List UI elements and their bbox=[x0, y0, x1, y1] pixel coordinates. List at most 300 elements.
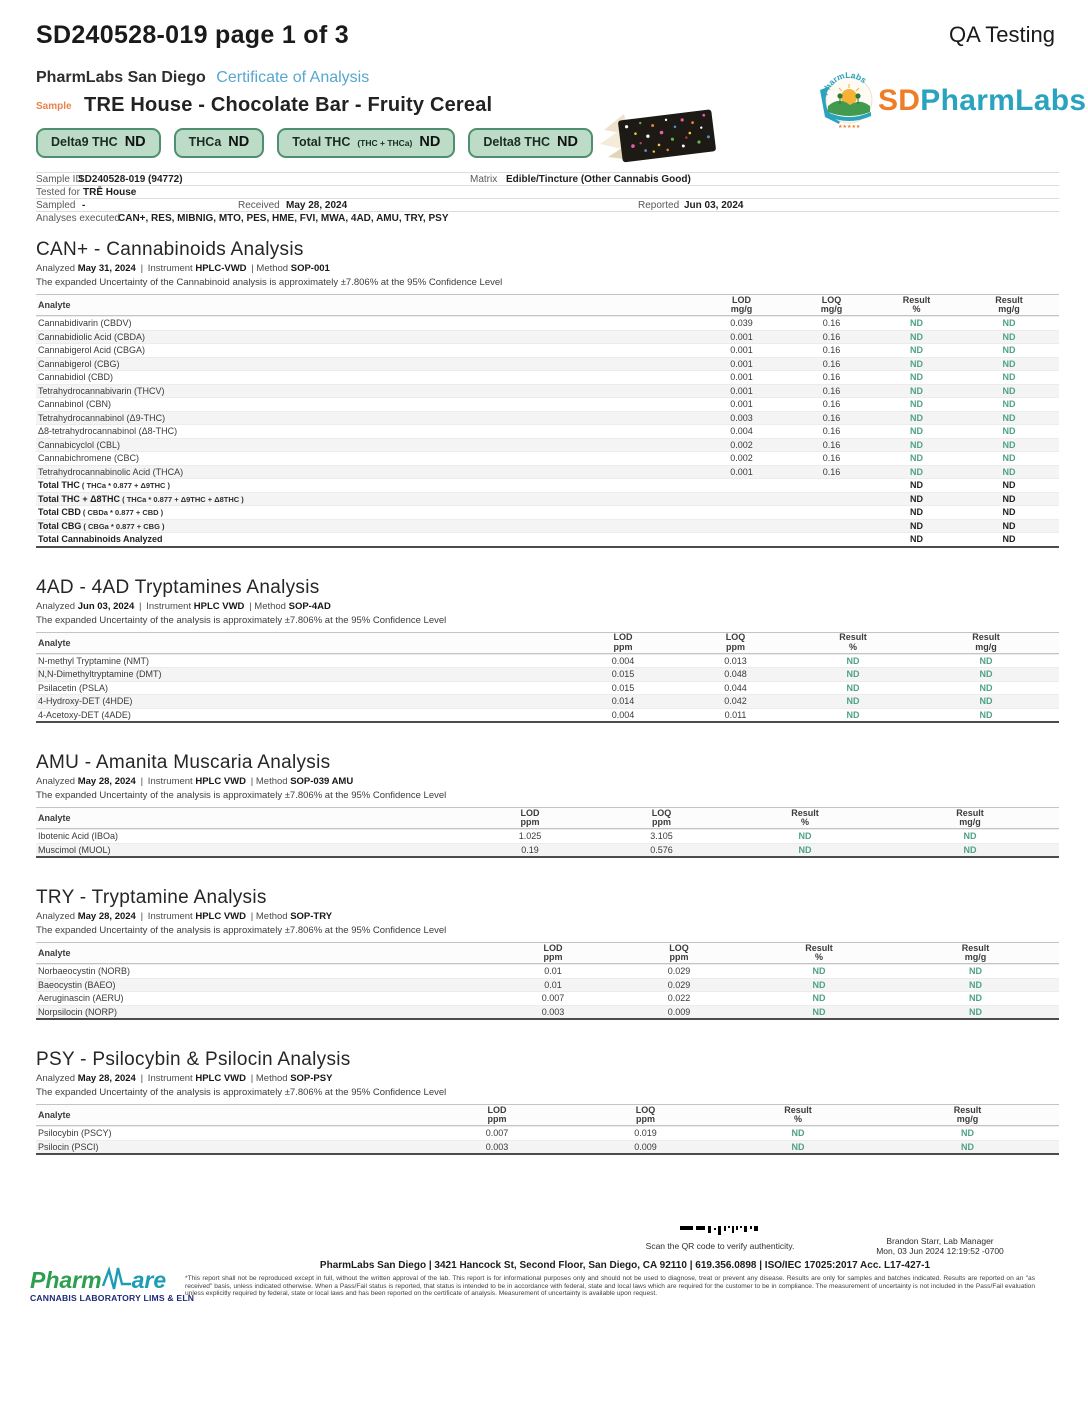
analyte-name-cell bbox=[36, 1007, 494, 1017]
analyzed-date: May 31, 2024 bbox=[77, 263, 136, 274]
meta-sep: | Method bbox=[246, 776, 291, 787]
result-pct-cell: ND bbox=[910, 534, 923, 545]
result-mgg-cell: ND bbox=[979, 655, 993, 666]
sample-label: Sample bbox=[36, 101, 72, 112]
analyte-name-cell bbox=[36, 453, 694, 463]
column-header-label: LOD bbox=[732, 294, 751, 305]
analyte-name: Δ8-tetrahydrocannabinol (Δ8-THC) bbox=[38, 426, 178, 437]
result-pct-cell: ND bbox=[846, 669, 860, 680]
pulse-line-icon bbox=[102, 1266, 132, 1292]
result-pct-cell: ND bbox=[812, 966, 826, 977]
analyte-name-cell bbox=[36, 318, 694, 328]
loq-cell: 0.019 bbox=[634, 1128, 657, 1139]
column-header-label: Result bbox=[902, 294, 931, 305]
loq-cell: 0.16 bbox=[822, 412, 841, 423]
uncertainty-note: The expanded Uncertainty of the analysis is approximately ±7.806% at the 95% Confidence Level bbox=[36, 925, 447, 936]
analyte-name: Baeocystin (BAEO) bbox=[38, 979, 116, 990]
table-header-row bbox=[36, 294, 1059, 316]
analyte-name-cell bbox=[36, 845, 466, 855]
column-header-label: Result bbox=[956, 807, 984, 818]
badge-value: ND bbox=[419, 134, 441, 150]
result-mgg-cell: ND bbox=[961, 1128, 974, 1139]
loq-cell: 0.013 bbox=[724, 655, 747, 666]
column-header bbox=[881, 809, 1059, 828]
analyzed-label: Analyzed bbox=[36, 776, 78, 787]
analyte-formula: ( CBGa * 0.877 + CBG ) bbox=[81, 521, 165, 531]
meta-sep: | Instrument bbox=[135, 1073, 196, 1084]
analyte-name: N,N-Dimethyltryptamine (DMT) bbox=[38, 669, 162, 680]
column-header-label: LOQ bbox=[821, 294, 842, 305]
loq-cell: 0.16 bbox=[822, 372, 841, 383]
analyzed-date: Jun 03, 2024 bbox=[77, 600, 135, 612]
result-mgg-cell: ND bbox=[1002, 426, 1016, 437]
analyzed-label: Analyzed bbox=[36, 1073, 78, 1084]
svg-text:PharmLabs: PharmLabs bbox=[819, 70, 869, 97]
analyte-name: Psilocybin (PSCY) bbox=[38, 1128, 112, 1139]
method-value: SOP-039 AMU bbox=[290, 776, 354, 787]
result-pct-cell: ND bbox=[910, 466, 923, 477]
lod-cell: 0.014 bbox=[611, 696, 635, 707]
result-pct-cell: ND bbox=[910, 439, 923, 450]
sample-id-label: Sample ID bbox=[36, 174, 83, 185]
column-header-unit: mg/g bbox=[964, 952, 987, 962]
loq-cell: 0.16 bbox=[822, 331, 841, 342]
lab-name: PharmLabs San Diego bbox=[36, 69, 206, 86]
page-title: SD240528-019 page 1 of 3 bbox=[36, 21, 349, 49]
loq-cell: 0.009 bbox=[634, 1141, 657, 1152]
badge-row bbox=[36, 128, 1059, 158]
column-header-label: Result bbox=[972, 632, 1000, 642]
column-header-label: Result bbox=[839, 632, 867, 642]
result-pct-cell: ND bbox=[910, 480, 923, 491]
qr-block bbox=[645, 1226, 795, 1251]
column-header bbox=[793, 633, 913, 652]
column-header-unit: ppm bbox=[636, 1114, 655, 1124]
column-header-analyte: Analyte bbox=[38, 948, 71, 958]
loq-cell: 0.029 bbox=[667, 979, 691, 990]
column-header bbox=[959, 296, 1059, 315]
column-header-label: Result bbox=[784, 1104, 812, 1115]
result-pct-cell: ND bbox=[910, 453, 923, 464]
received-value: May 28, 2024 bbox=[286, 200, 348, 211]
meta-sep: | Method bbox=[244, 600, 289, 612]
instrument-value: HPLC VWD bbox=[195, 911, 247, 922]
analyte-row bbox=[36, 316, 1059, 330]
column-header-label: Result bbox=[995, 294, 1023, 305]
column-header-analyte: Analyte bbox=[38, 637, 71, 648]
lab-address-line: PharmLabs San Diego | 3421 Hancock St, Second Floor, San Diego, CA 92110 | 619.356.0898 | ISO/IEC 17025:2017 Acc. L17-427-1 bbox=[319, 1260, 931, 1271]
analyte-row bbox=[36, 451, 1059, 465]
loq-cell: 0.16 bbox=[822, 385, 841, 396]
analyte-name: Cannabidivarin (CBDV) bbox=[38, 318, 132, 329]
method-value: SOP-001 bbox=[290, 263, 330, 274]
result-mgg-cell: ND bbox=[1002, 318, 1016, 329]
lod-cell: 0.01 bbox=[544, 966, 562, 977]
analysis-section bbox=[36, 576, 1059, 724]
column-header bbox=[678, 633, 793, 652]
loq-cell: 0.576 bbox=[650, 844, 673, 855]
loq-cell: 0.16 bbox=[822, 426, 841, 437]
result-pct-cell: ND bbox=[812, 993, 826, 1004]
result-pct-cell: ND bbox=[910, 372, 923, 383]
lod-cell: 0.001 bbox=[730, 372, 753, 383]
analyte-name: Total THC + Δ8THC bbox=[38, 493, 121, 504]
column-header-unit: % bbox=[793, 1114, 802, 1124]
loq-cell: 0.048 bbox=[724, 669, 747, 680]
report-footer bbox=[0, 1222, 1088, 1408]
qr-code-icon[interactable] bbox=[680, 1226, 760, 1239]
column-header-unit: mg/g bbox=[998, 304, 1020, 314]
sampled-label: Sampled bbox=[36, 200, 76, 211]
lod-cell: 0.001 bbox=[730, 385, 753, 396]
loq-cell: 0.042 bbox=[724, 696, 747, 707]
analyte-name: Muscimol (MUOL) bbox=[38, 844, 111, 855]
sample-id-value: SD240528-019 (94772) bbox=[78, 174, 183, 185]
results-table bbox=[36, 942, 1059, 1020]
analyte-name: Ibotenic Acid (IBOa) bbox=[38, 831, 119, 842]
analyzed-label: Analyzed bbox=[36, 263, 78, 274]
analyte-name-cell bbox=[36, 467, 694, 477]
section-meta bbox=[36, 776, 1059, 787]
column-header bbox=[594, 809, 729, 828]
lod-cell: 0.015 bbox=[611, 682, 635, 693]
analyte-name-cell bbox=[36, 656, 568, 666]
disclaimer-text: *This report shall not be reproduced except in full, without the written approval of the lab. This report is for informational purposes only and should not be used to diagnose, treat or prevent any disease. Results are only for samples and batches indicated. Results are reported on an "as received" basis, unless indicated otherwise. When a Pass/Fail status is reported, that status is intended to be in accordance with federal, state and local laws which are required for the customer to be in compliance. The measurement of uncertainty is not included in the Pass/Fail evaluation unless explicitly required by federal, state or local laws and has been reported on the certificate of analysis. Measurement of uncertainty is available upon request. bbox=[185, 1275, 1035, 1298]
result-badge bbox=[36, 128, 161, 158]
analysis-sections bbox=[36, 238, 1059, 1155]
column-header-unit: mg/g bbox=[820, 304, 843, 314]
badge-sub-label: (THC + THCa) bbox=[357, 138, 413, 148]
analyte-name-cell bbox=[36, 494, 694, 504]
analyte-name-cell bbox=[36, 413, 694, 423]
analyte-name-cell bbox=[36, 993, 494, 1003]
table-header-row bbox=[36, 1104, 1059, 1126]
result-pct-cell: ND bbox=[846, 682, 860, 693]
result-mgg-cell: ND bbox=[1002, 520, 1016, 531]
sampled-value: - bbox=[82, 200, 86, 211]
analyzed-date: May 28, 2024 bbox=[77, 911, 136, 922]
loq-cell: 0.011 bbox=[724, 709, 747, 720]
result-badge bbox=[468, 128, 593, 158]
loq-cell: 0.029 bbox=[667, 966, 691, 977]
dates-row bbox=[36, 198, 1059, 211]
analyte-row bbox=[36, 708, 1059, 722]
signed-timestamp: Mon, 03 Jun 2024 12:19:52 -0700 bbox=[876, 1246, 1004, 1256]
analyte-name-cell bbox=[36, 399, 694, 409]
result-mgg-cell: ND bbox=[1002, 493, 1016, 504]
analyte-row bbox=[36, 978, 1059, 992]
analyte-name-cell bbox=[36, 669, 568, 679]
analyte-name-cell bbox=[36, 1128, 423, 1138]
analysis-section bbox=[36, 1048, 1059, 1155]
column-header-label: LOD bbox=[543, 942, 563, 953]
column-header-unit: ppm bbox=[543, 952, 563, 962]
result-mgg-cell: ND bbox=[1002, 507, 1016, 518]
badge-label: Total THC bbox=[292, 135, 351, 149]
column-header-label: LOD bbox=[613, 632, 633, 642]
analyte-row bbox=[36, 343, 1059, 357]
lod-cell: 0.007 bbox=[485, 1128, 509, 1139]
analyses-row bbox=[36, 211, 1059, 224]
analyte-row bbox=[36, 384, 1059, 398]
analyte-row bbox=[36, 492, 1059, 506]
analyte-row bbox=[36, 829, 1059, 843]
analyte-name: Norpsilocin (NORP) bbox=[38, 1006, 118, 1017]
result-pct-cell: ND bbox=[791, 1128, 805, 1139]
matrix-label: Matrix bbox=[470, 174, 498, 185]
signer-name: Brandon Starr, Lab Manager bbox=[886, 1236, 994, 1246]
result-mgg-cell: ND bbox=[979, 709, 993, 720]
analyzed-date: May 28, 2024 bbox=[77, 776, 136, 787]
instrument-value: HPLC VWD bbox=[193, 600, 245, 612]
document-header bbox=[36, 0, 1059, 50]
matrix-value: Edible/Tincture (Other Cannabis Good) bbox=[506, 174, 691, 185]
column-header-label: Result bbox=[805, 942, 833, 953]
analyte-name-cell bbox=[36, 426, 694, 436]
result-badge bbox=[174, 128, 265, 158]
analyte-row bbox=[36, 505, 1059, 519]
analyses-value: CAN+, RES, MIBNIG, MTO, PES, HME, FVI, MWA, 4AD, AMU, TRY, PSY bbox=[118, 213, 449, 224]
analyte-row bbox=[36, 667, 1059, 681]
result-mgg-cell: ND bbox=[1002, 399, 1016, 410]
section-meta bbox=[36, 263, 1059, 274]
result-mgg-cell: ND bbox=[961, 1141, 974, 1152]
column-header-unit: ppm bbox=[487, 1114, 507, 1124]
loq-cell: 0.009 bbox=[667, 1006, 691, 1017]
section-title: 4AD - 4AD Tryptamines Analysis bbox=[36, 576, 320, 598]
result-mgg-cell: ND bbox=[979, 696, 993, 707]
meta-sep: | Instrument bbox=[135, 263, 196, 274]
lod-cell: 1.025 bbox=[518, 831, 542, 842]
loq-cell: 0.044 bbox=[724, 682, 747, 693]
analysis-section bbox=[36, 751, 1059, 858]
analyte-formula: ( THCa * 0.877 + Δ9THC ) bbox=[79, 481, 171, 491]
analyte-row bbox=[36, 357, 1059, 371]
column-header-analyte: Analyte bbox=[38, 300, 71, 310]
lod-cell: 0.003 bbox=[730, 412, 753, 423]
analyte-name-cell bbox=[36, 372, 694, 382]
analyte-name-cell bbox=[36, 710, 568, 720]
loq-cell: 0.16 bbox=[822, 439, 841, 450]
result-mgg-cell: ND bbox=[1002, 453, 1016, 464]
analyte-name: Cannabigerol (CBG) bbox=[38, 358, 120, 369]
result-mgg-cell: ND bbox=[1002, 466, 1016, 477]
pharmware-logo bbox=[30, 1266, 195, 1303]
column-header bbox=[913, 633, 1059, 652]
analyte-name-cell bbox=[36, 1142, 423, 1152]
pharmware-pharm-text: Pharm bbox=[30, 1267, 102, 1293]
analyte-name: Psilocin (PSCI) bbox=[38, 1141, 99, 1152]
analyte-name-cell bbox=[36, 696, 568, 706]
result-pct-cell: ND bbox=[910, 426, 923, 437]
report-type-label: Certificate of Analysis bbox=[216, 69, 370, 86]
column-header-unit: ppm bbox=[613, 641, 633, 652]
qa-testing-label: QA Testing bbox=[949, 22, 1055, 47]
analyte-name-cell bbox=[36, 980, 494, 990]
sample-id-row bbox=[36, 172, 1059, 185]
result-pct-cell: ND bbox=[910, 507, 923, 518]
analyte-row bbox=[36, 330, 1059, 344]
analyte-formula: ( CBDa * 0.877 + CBD ) bbox=[80, 508, 164, 518]
result-pct-cell: ND bbox=[910, 399, 923, 410]
analyte-name-cell bbox=[36, 480, 694, 490]
analyte-name-cell bbox=[36, 440, 694, 450]
method-value: SOP-4AD bbox=[288, 600, 331, 612]
analyte-name-cell bbox=[36, 345, 694, 355]
result-mgg-cell: ND bbox=[969, 993, 982, 1004]
analyte-row bbox=[36, 411, 1059, 425]
column-header-unit: mg/g bbox=[956, 1114, 979, 1124]
column-header bbox=[720, 1106, 876, 1125]
analyte-name: Aeruginascin (AERU) bbox=[38, 993, 124, 1004]
analyte-row bbox=[36, 397, 1059, 411]
analyte-row bbox=[36, 532, 1059, 546]
results-table bbox=[36, 807, 1059, 858]
column-header-analyte: Analyte bbox=[38, 813, 71, 823]
result-mgg-cell: ND bbox=[1002, 331, 1016, 342]
column-header-label: LOD bbox=[487, 1104, 507, 1115]
column-header-unit: mg/g bbox=[959, 817, 981, 827]
analyte-name-cell bbox=[36, 507, 694, 517]
result-pct-cell: ND bbox=[846, 696, 860, 707]
column-header bbox=[612, 944, 746, 963]
sample-name: TRE House - Chocolate Bar - Fruity Cereal bbox=[84, 94, 493, 116]
loq-cell: 0.16 bbox=[822, 318, 841, 329]
product-photo bbox=[596, 102, 722, 173]
section-meta bbox=[36, 1073, 1059, 1084]
meta-sep: | Method bbox=[246, 1073, 291, 1084]
analyte-name: 4-Acetoxy-DET (4ADE) bbox=[38, 709, 131, 720]
meta-sep: | Method bbox=[246, 911, 291, 922]
analyte-name: Cannabidiolic Acid (CBDA) bbox=[38, 331, 146, 342]
uncertainty-note: The expanded Uncertainty of the Cannabinoid analysis is approximately ±7.806% at the 95% Confidence Level bbox=[36, 277, 503, 288]
column-header-label: Result bbox=[791, 807, 819, 818]
instrument-value: HPLC-VWD bbox=[195, 263, 247, 274]
column-header-label: LOQ bbox=[725, 632, 746, 642]
result-pct-cell: ND bbox=[910, 520, 923, 531]
result-mgg-cell: ND bbox=[1002, 358, 1016, 369]
analyte-row bbox=[36, 424, 1059, 438]
lod-cell: 0.002 bbox=[730, 453, 753, 464]
analyte-name-cell bbox=[36, 683, 568, 693]
loq-cell: 0.16 bbox=[822, 399, 841, 410]
lod-cell: 0.01 bbox=[544, 979, 562, 990]
analyte-row bbox=[36, 991, 1059, 1005]
column-header-label: LOQ bbox=[635, 1104, 656, 1115]
result-mgg-cell: ND bbox=[1002, 480, 1016, 491]
sample-info-table bbox=[36, 172, 1059, 224]
column-header bbox=[789, 296, 874, 315]
analyte-name-cell bbox=[36, 521, 694, 531]
meta-sep: | Instrument bbox=[134, 600, 194, 612]
analyte-name: Total THC bbox=[38, 480, 80, 491]
pharmware-tagline: CANNABIS LABORATORY LIMS & ELN bbox=[30, 1293, 195, 1303]
loq-cell: 0.16 bbox=[822, 453, 841, 464]
result-pct-cell: ND bbox=[798, 844, 812, 855]
tested-for-value: TRĒ House bbox=[83, 187, 137, 198]
column-header bbox=[892, 944, 1059, 963]
column-header bbox=[568, 633, 678, 652]
analyte-name-cell bbox=[36, 332, 694, 342]
analysis-section bbox=[36, 886, 1059, 1020]
lod-cell: 0.004 bbox=[611, 655, 635, 666]
column-header-unit: mg/g bbox=[975, 641, 997, 652]
tested-for-row bbox=[36, 185, 1059, 198]
result-pct-cell: ND bbox=[910, 331, 923, 342]
result-pct-cell: ND bbox=[910, 358, 923, 369]
column-header-unit: ppm bbox=[652, 817, 671, 827]
tested-for-label: Tested for bbox=[36, 187, 80, 198]
column-header-unit: % bbox=[814, 952, 823, 962]
column-header-unit: ppm bbox=[726, 641, 745, 652]
result-mgg-cell: ND bbox=[1002, 439, 1016, 450]
analyte-name: 4-Hydroxy-DET (4HDE) bbox=[38, 696, 133, 707]
result-pct-cell: ND bbox=[812, 1006, 826, 1017]
chocolate-bar-image bbox=[596, 102, 722, 168]
analyte-name: Cannabidiol (CBD) bbox=[38, 372, 114, 383]
result-mgg-cell: ND bbox=[963, 844, 977, 855]
uncertainty-note: The expanded Uncertainty of the analysis is approximately ±7.806% at the 95% Confidence Level bbox=[36, 790, 447, 801]
uncertainty-note: The expanded Uncertainty of the analysis is approximately ±7.806% at the 95% Confidence Level bbox=[36, 1087, 447, 1098]
analyte-row bbox=[36, 438, 1059, 452]
badge-label: Delta9 THC bbox=[51, 135, 118, 149]
result-pct-cell: ND bbox=[791, 1141, 805, 1152]
analyte-name-cell bbox=[36, 359, 694, 369]
analyte-name: Total CBG bbox=[38, 520, 82, 531]
analyte-name: Cannabichromene (CBC) bbox=[38, 453, 140, 464]
lod-cell: 0.004 bbox=[611, 709, 635, 720]
result-badge bbox=[277, 128, 455, 158]
analyte-row bbox=[36, 519, 1059, 533]
column-header bbox=[423, 1106, 571, 1125]
uncertainty-note: The expanded Uncertainty of the analysis is approximately ±7.806% at the 95% Confidence Level bbox=[36, 614, 447, 626]
column-header-unit: ppm bbox=[520, 817, 540, 827]
result-mgg-cell: ND bbox=[979, 682, 993, 693]
column-header bbox=[694, 296, 789, 315]
column-header-unit: % bbox=[848, 641, 857, 652]
analyzed-label: Analyzed bbox=[36, 911, 78, 922]
logo-sd-text: SD bbox=[878, 84, 921, 117]
analyte-name: Psilacetin (PSLA) bbox=[38, 682, 109, 693]
result-pct-cell: ND bbox=[798, 831, 812, 842]
result-pct-cell: ND bbox=[812, 979, 826, 990]
lod-cell: 0.003 bbox=[485, 1141, 509, 1152]
analyte-name: Total Cannabinoids Analyzed bbox=[38, 534, 163, 545]
result-pct-cell: ND bbox=[910, 345, 923, 356]
result-mgg-cell: ND bbox=[979, 669, 993, 680]
loq-cell: 0.16 bbox=[822, 345, 841, 356]
results-table bbox=[36, 632, 1059, 724]
lod-cell: 0.003 bbox=[541, 1006, 565, 1017]
result-mgg-cell: ND bbox=[969, 966, 982, 977]
analyte-name: Cannabigerol Acid (CBGA) bbox=[38, 345, 146, 356]
results-table bbox=[36, 1104, 1059, 1155]
analyte-row bbox=[36, 478, 1059, 492]
loq-cell: 0.022 bbox=[667, 993, 691, 1004]
lod-cell: 0.001 bbox=[730, 466, 753, 477]
analyte-name: Tetrahydrocannabivarin (THCV) bbox=[38, 385, 165, 396]
analyte-row bbox=[36, 843, 1059, 857]
loq-cell: 0.16 bbox=[822, 466, 841, 477]
column-header-analyte: Analyte bbox=[38, 1110, 71, 1120]
column-header bbox=[571, 1106, 720, 1125]
result-pct-cell: ND bbox=[846, 655, 860, 666]
received-label: Received bbox=[238, 200, 280, 211]
result-mgg-cell: ND bbox=[1002, 385, 1016, 396]
badge-value: ND bbox=[557, 134, 578, 150]
column-header bbox=[876, 1106, 1059, 1125]
section-title: AMU - Amanita Muscaria Analysis bbox=[36, 752, 331, 773]
